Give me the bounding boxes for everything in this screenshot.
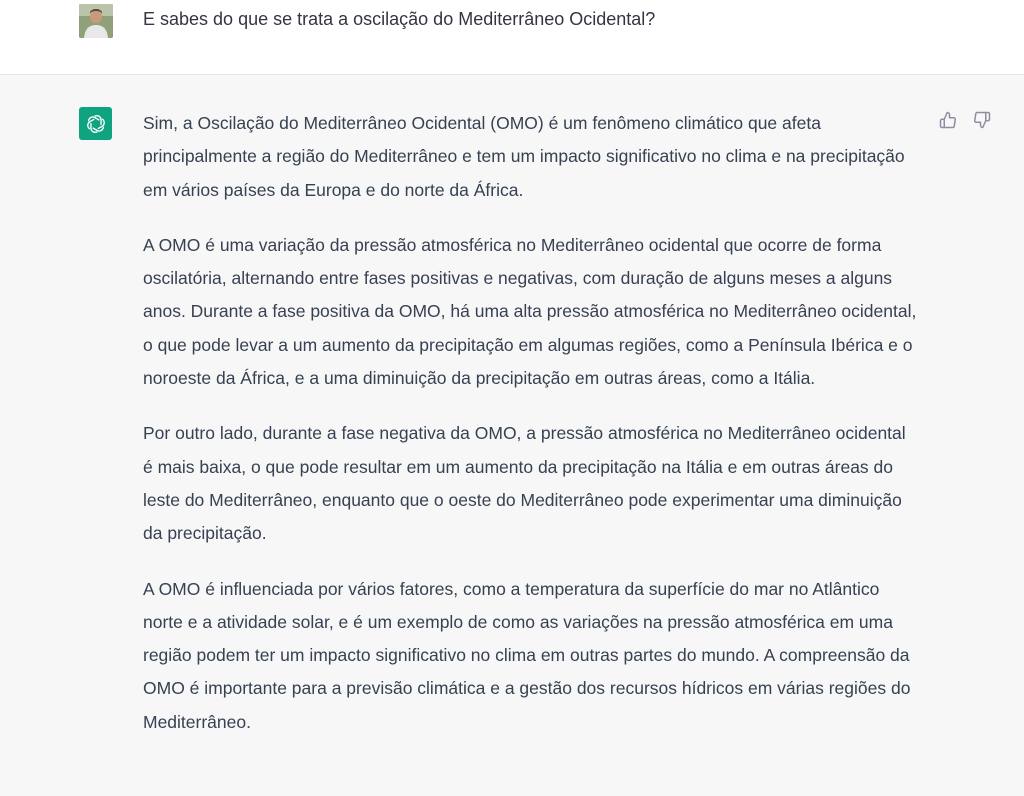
thumbs-up-icon bbox=[939, 111, 957, 129]
message-paragraph: A OMO é uma variação da pressão atmosférica no Mediterrâneo ocidental que ocorre de forma oscilatória, alternando entre fases positivas e negativas, com duração de alguns meses a alguns anos. Durante a fase positiva da OMO, há uma alta pressão atmosférica no Mediterrâneo ocidental, o que pode levar a um aumento da precipitação em algumas regiões, como a Península Ibérica e o noroeste da África, e a uma diminuição da precipitação em outras áreas, como a Itália. bbox=[143, 234, 917, 389]
message-paragraph: A OMO é influenciada por vários fatores, como a temperatura da superfície do mar no Atlântico norte e a atividade solar, e é um exemplo de como as variações na pressão atmosférica em uma região podem ter um impacto significativo no clima em outras partes do mundo. A compreensão da OMO é importante para a previsão climática e a gestão dos recursos hídricos em várias regiões do Mediterrâneo. bbox=[143, 578, 911, 732]
thumbs-up-button[interactable] bbox=[937, 109, 959, 131]
user-avatar bbox=[79, 4, 113, 38]
assistant-message-text bbox=[143, 107, 918, 761]
thumbs-down-button[interactable] bbox=[971, 109, 993, 131]
thumbs-down-icon bbox=[973, 111, 991, 129]
message-paragraph: Por outro lado, durante a fase negativa da OMO, a pressão atmosférica no Mediterrâneo ocidental é mais baixa, o que pode resultar em um aumento da precipitação na Itália e em outras áreas do leste do Mediterrâneo, enquanto que o oeste do Mediterrâneo pode experimentar uma diminuição da precipitação. bbox=[143, 423, 906, 544]
user-message-text: E sabes do que se trata a oscilação do Mediterrâneo Ocidental? bbox=[143, 9, 656, 29]
user-message-row bbox=[0, 0, 1024, 75]
message-paragraph: Sim, a Oscilação do Mediterrâneo Ocidental (OMO) é um fenômeno climático que afeta principalmente a região do Mediterrâneo e tem um impacto significativo no clima e na precipitação em vários países da Europa e do norte da África. bbox=[143, 113, 905, 200]
assistant-message-row bbox=[0, 75, 1024, 796]
chatgpt-logo-icon bbox=[79, 107, 112, 140]
